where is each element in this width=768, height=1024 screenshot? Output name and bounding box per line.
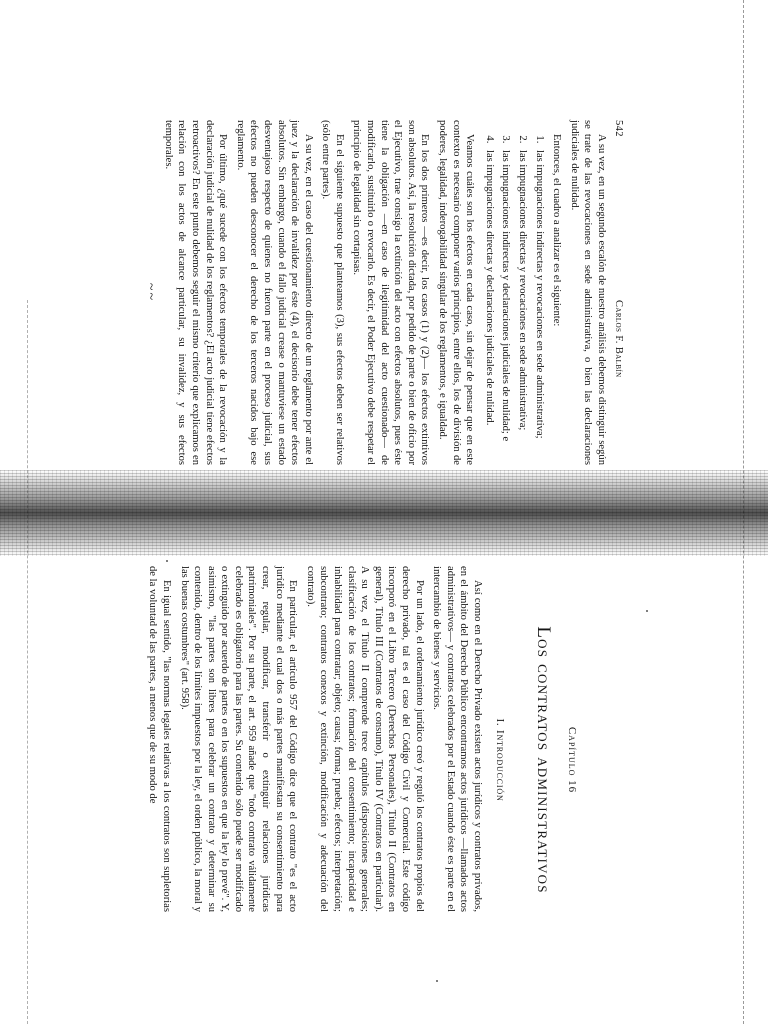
page-number: 542 <box>613 120 624 137</box>
case-list <box>482 120 545 465</box>
left-text-column <box>144 120 608 465</box>
list-item: 2. las impugnaciones directas y revocaciones en sede administrativa; <box>515 146 529 465</box>
right-text-column <box>142 566 484 912</box>
chapter-title: Los contratos administrativos <box>533 626 554 894</box>
end-ornament: ~~ <box>143 282 159 303</box>
list-item: 4. las impugnaciones directas y declaraciones judiciales de nulidad. <box>482 146 496 465</box>
scan-speck <box>646 610 648 612</box>
list-item: 1. las impugnaciones indirectas y revocaciones en sede administrativa; <box>532 146 546 465</box>
paragraph: A su vez, en un segundo escalón de nuestro análisis debemos distinguir según se trate de las revocaciones en sede administrativa, o bien las declaraciones judiciales de nulidad. <box>568 120 607 465</box>
paragraph: Por último, ¿qué sucede con los efectos temporales de la revocación y la declaración judicial de nulidad de los reglamentos? ¿El acto judicial tiene efectos retroactivos? En este punto debemos seguir el mismo criterio que explicamos en relación con los actos de alcance particular, su invalidez, y sus efectos temporales. <box>162 120 229 465</box>
paragraph: En el siguiente supuesto que planteamos (3), sus efectos deben ser relativos (sólo entre partes). <box>320 120 345 465</box>
chapter-label: Capítulo 16 <box>566 726 578 794</box>
paragraph: Por un lado, el ordenamiento jurídico creó y reguló los contratos propios del derecho privado, tal es el caso del Código Civil y Comercial. Este código incorporó en el Libro Tercero (Derechos Personales), Título II (Contratos en general), Título III (Contratos de consumo), Título IV (Contratos en particular). A su vez, el Título II comprende trece capítulos (disposiciones generales; clasificación de los contratos; formación del consentimiento; incapacidad e inhabilidad para contratar; objeto; causa; forma; prueba; efectos; interpretación; subcontrato; contratos conexos y extinción, modificación y adecuación del contrato). <box>304 566 425 912</box>
paragraph: Veamos cuáles son los efectos en cada caso, sin dejar de pensar que en este contexto es necesario componer varios principios, entre ellos, los de división de poderes, legalidad, inderogabilidad singular de los reglamentos, e igualdad. <box>437 120 476 465</box>
paragraph: Entonces, el cuadro a analizar es el siguiente: <box>551 134 563 327</box>
running-head <box>613 120 624 460</box>
paragraph: En particular, el artículo 957 del Código dice que el contrato "es el acto jurídico mediante el cual dos o más partes manifiestan su consentimiento para crear, regular, modificar, transferir o extinguir relaciones jurídicas patrimoniales". Por su parte, el art. 959 añade que "todo contrato válidamente celebrado es obligatorio para las partes. Su contenido sólo puede ser modificado o extinguido por acuerdo de partes o en los supuestos en que la ley lo prevé". Y, asimismo, "las partes son libres para celebrar un contrato y determinar su contenido, dentro de los límites impuestos por la ley, el orden público, la moral y las buenas costumbres" (art. 958). <box>178 566 299 912</box>
paragraph: En los dos primeros —es decir, los casos (1) y (2)— los efectos extintivos son absolutos. Así, la resolución dictada, por pedido de parte o bien de oficio por el Ejecutivo, trae consigo la extinción del acto con efectos absolutos, pues éste tiene la obligación —en caso de ilegitimidad del acto cuestionado— de modificarlo, sustituirlo o revocarlo. Es decir, el Poder Ejecutivo debe respetar el principio de legalidad sin cortapisas. <box>351 120 431 465</box>
book-author: Carlos F. Balbín <box>613 300 624 378</box>
paragraph: En igual sentido, "las normas legales relativas a los contratos son supletorias de la voluntad de las partes, a menos que de su modo de <box>147 566 172 912</box>
scan-speck <box>166 560 168 562</box>
scan-speck <box>436 980 438 982</box>
section-title: I. Introducción <box>494 718 506 802</box>
paragraph: A su vez, en el caso del cuestionamiento directo de un reglamento por ante el juez y la declaración de invalidez por éste (4), el decisorio debe tener efectos absolutos. Sin embargo, cuando el fallo judicial crease o mantuviese un estado desventajoso respecto de quienes no fueron parte en el proceso judicial, sus efectos no pueden desconocer el derecho de los terceros nacidos bajo ese reglamento. <box>234 120 314 465</box>
list-item: 3. las impugnaciones indirectas y declaraciones judiciales de nulidad; e <box>499 146 513 465</box>
paragraph: Así como en el Derecho Privado existen actos jurídicos y contratos privados, en el ámbito del Derecho Público encontramos actos jurídicos —llamados actos administrativos— y contratos celebrados por el Estado cuando éste es parte en el intercambio de bienes y servicios. <box>431 566 483 912</box>
